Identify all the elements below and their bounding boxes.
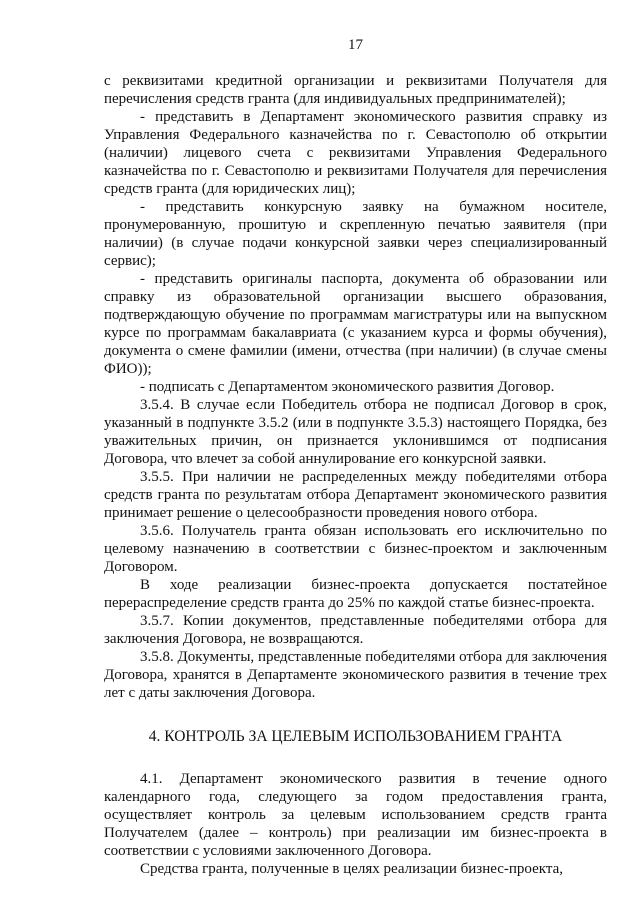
paragraph: 4.1. Департамент экономического развития в течение одного календарного года, следующего за годом предоставления гранта, осуществляет контроль за целевым использованием средств гранта Получателем (далее – контроль) при реализации им бизнес-проекта в соответствии с условиями заключенного Договора. [104,771,607,859]
paragraph: 3.5.8. Документы, представленные победителями отбора для заключения Договора, хранятся в Департаменте экономического развития в течение трех лет с даты заключения Договора. [104,649,607,701]
paragraph: - представить в Департамент экономического развития справку из Управления Федерального казначейства по г. Севастополю об открытии (наличии) лицевого счета с реквизитами Управления Федерального казначейства по г. Севастополю и реквизитами Получателя для перечисления средств гранта (для юридических лиц); [104,109,607,197]
paragraph: 3.5.4. В случае если Победитель отбора не подписал Договор в срок, указанный в подпункте 3.5.2 (или в подпункте 3.5.3) настоящего Порядка, без уважительных причин, он признается уклонившимся от подписания Договора, что влечет за собой аннулирование его конкурсной заявки. [104,397,607,467]
paragraph: Средства гранта, полученные в целях реализации бизнес-проекта, [140,861,564,877]
paragraph: - представить оригиналы паспорта, документа об образовании или справку из образовательной организации высшего образования, подтверждающую обучение по программам магистратуры или на выпускном курсе по программам бакалавриата (с указанием курса и формы обучения), документа о смене фамилии (имени, отчества (при наличии) (в случае смены ФИО)); [104,271,607,377]
paragraph: 3.5.5. При наличии не распределенных между победителями отбора средств гранта по результатам отбора Департамент экономического развития принимает решение о целесообразности проведения нового отбора. [104,469,607,521]
paragraph: В ходе реализации бизнес-проекта допускается постатейное перераспределение средств гранта до 25% по каждой статье бизнес-проекта. [104,577,607,611]
section-heading: 4. КОНТРОЛЬ ЗА ЦЕЛЕВЫМ ИСПОЛЬЗОВАНИЕМ ГРАНТА [148,728,563,745]
paragraph: 3.5.6. Получатель гранта обязан использовать его исключительно по целевому назначению в соответствии с бизнес-проектом и заключенным Договором. [104,523,607,575]
paragraph: - представить конкурсную заявку на бумажном носителе, пронумерованную, прошитую и скрепленную печатью заявителя (при наличии) (в случае подачи конкурсной заявки через специализированный сервис); [104,199,607,269]
paragraph: с реквизитами кредитной организации и реквизитами Получателя для перечисления средств гранта (для индивидуальных предпринимателей); [104,73,607,107]
paragraph: - подписать с Департаментом экономического развития Договор. [140,379,555,395]
page-number: 17 [348,37,363,53]
body-text-before-heading [104,72,607,702]
paragraph: 3.5.7. Копии документов, представленные победителями отбора для заключения Договора, не возвращаются. [104,613,607,647]
body-text-after-heading [104,770,607,878]
